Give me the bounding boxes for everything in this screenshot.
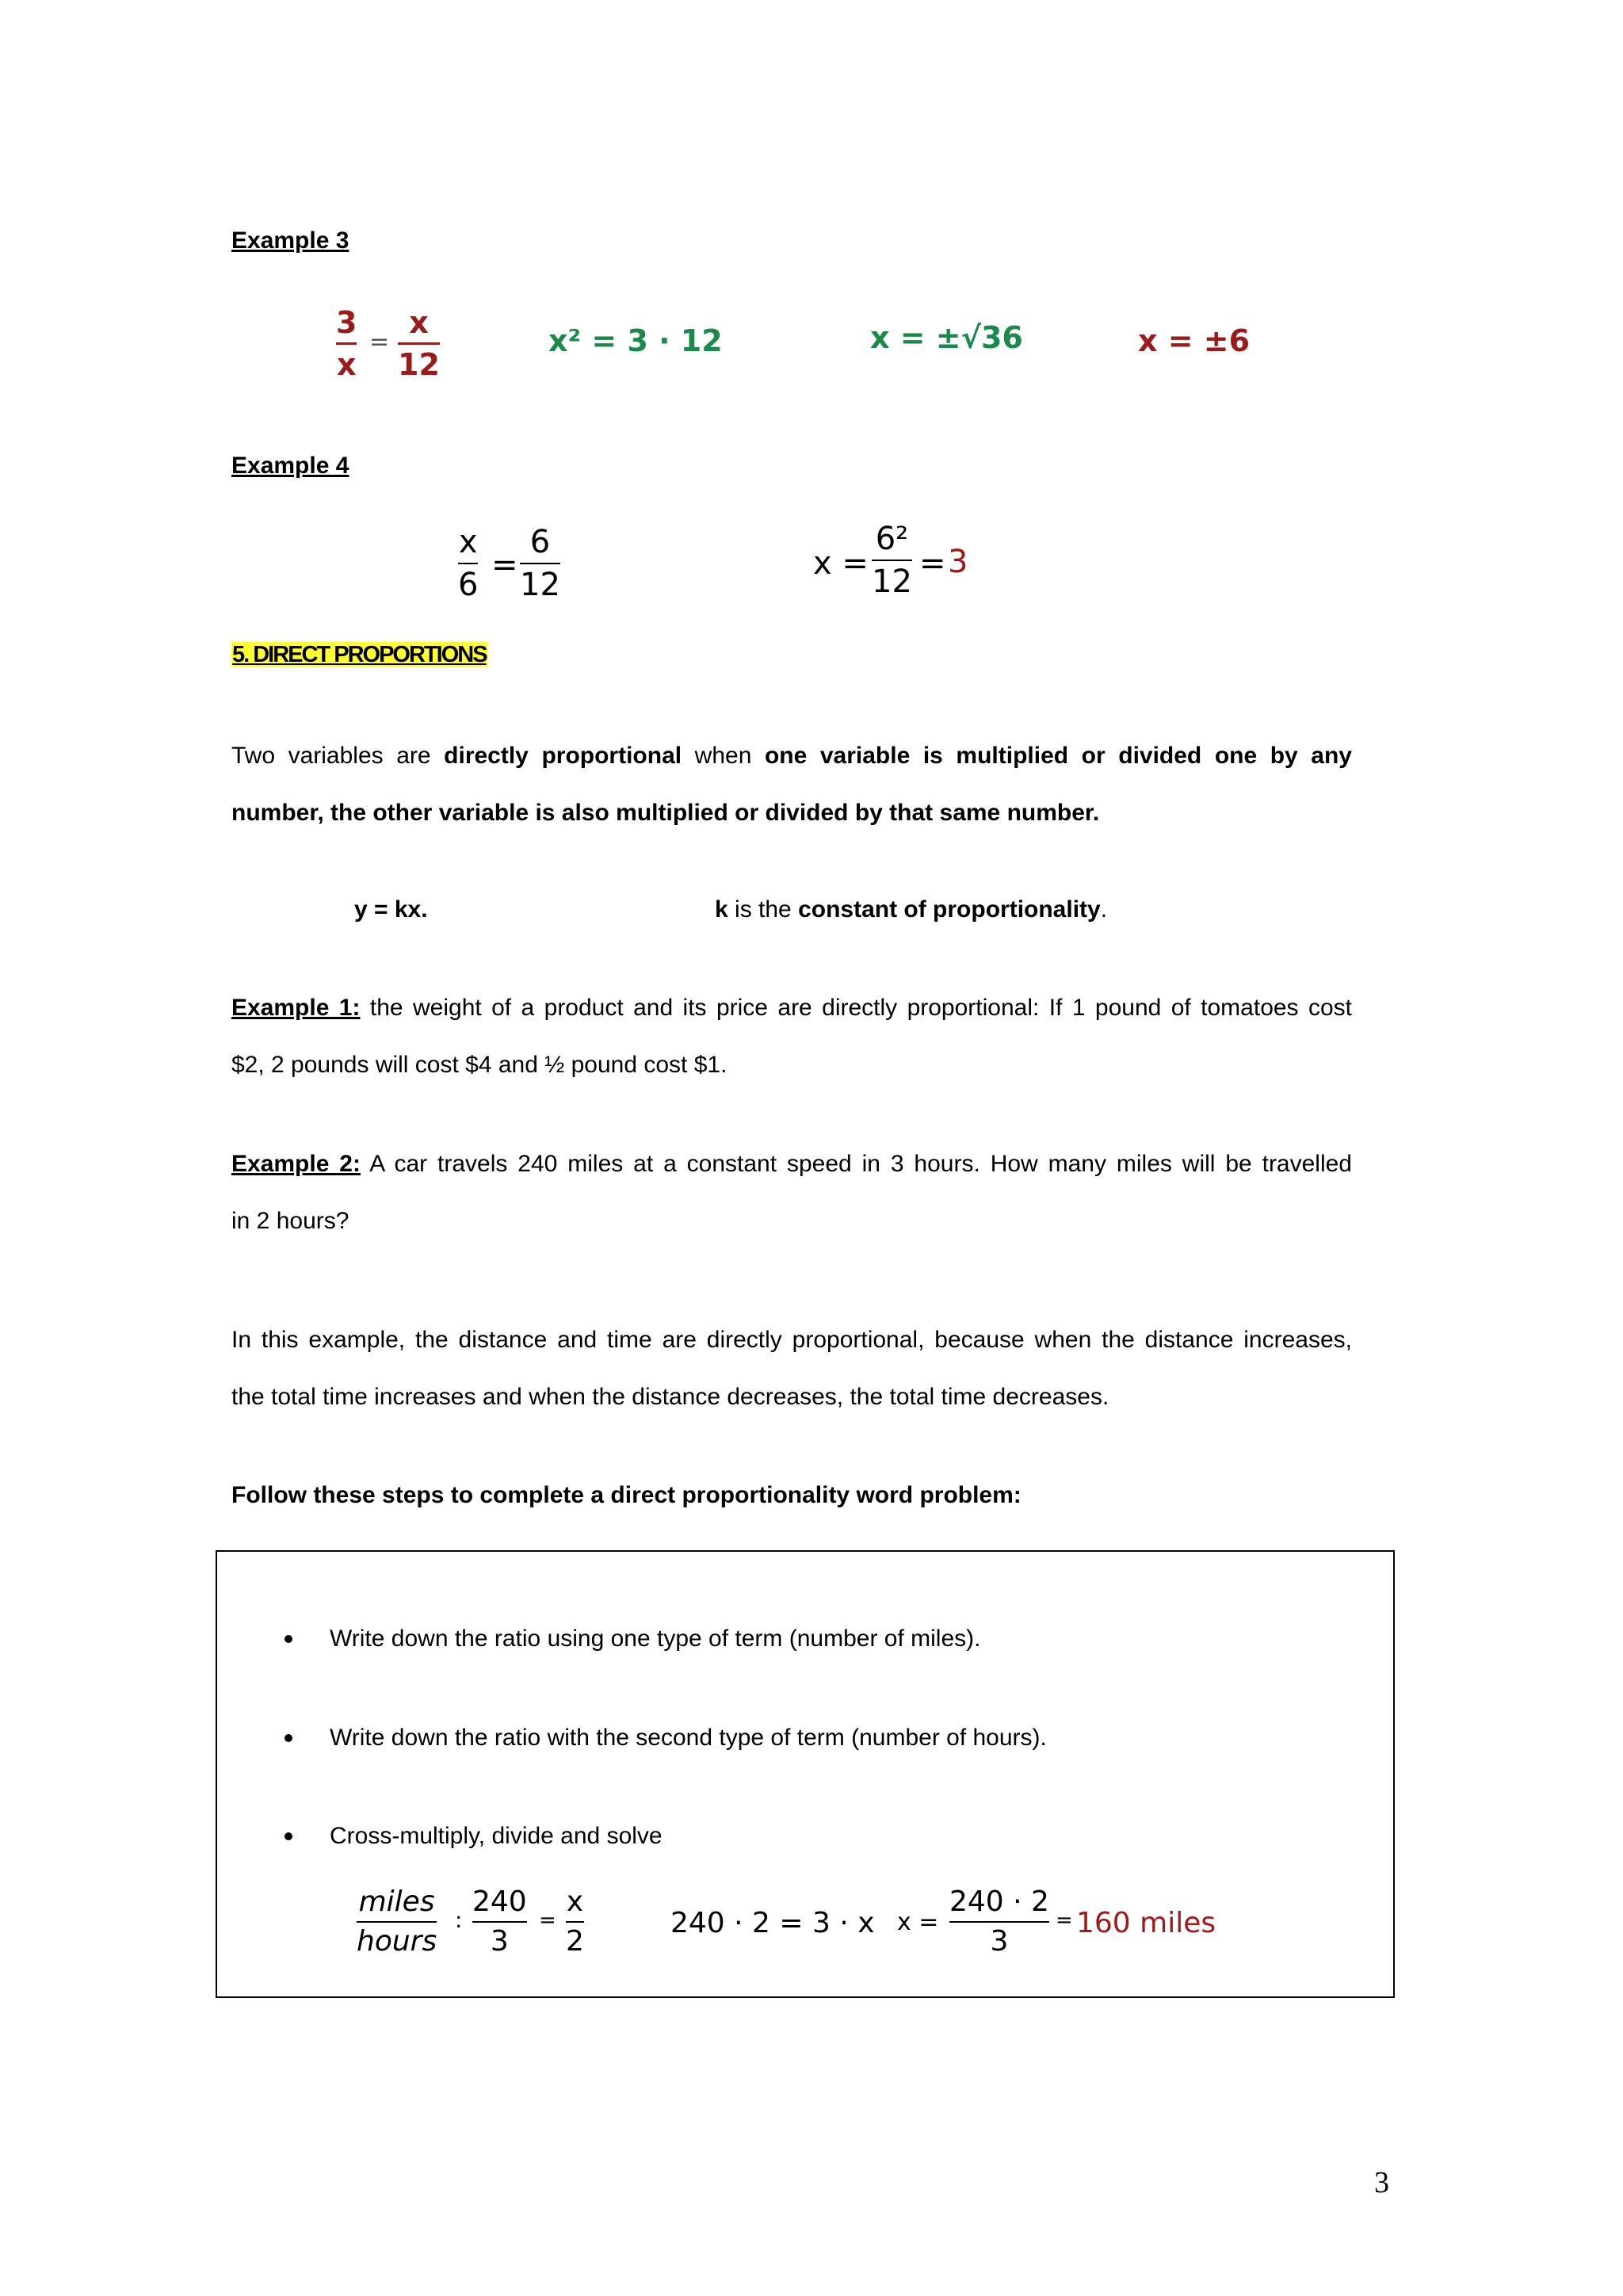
- fraction-denominator: 6: [458, 567, 479, 603]
- steps-box: [216, 1550, 1395, 1998]
- formula-equation: y = kx.: [354, 896, 428, 923]
- section-heading-text: 5. DIRECT PROPORTIONS: [232, 642, 487, 667]
- step-1: Write down the ratio using one type of term (number of miles).: [330, 1626, 981, 1652]
- formula-constant: [715, 896, 1107, 924]
- fraction-bar: [357, 1921, 437, 1923]
- example-4-heading: Example 4: [231, 453, 349, 479]
- solution-fraction-final: [949, 1885, 1049, 1958]
- fraction-bar: [472, 1921, 527, 1923]
- fraction-bar: [872, 560, 912, 561]
- fraction-numerator: 3: [336, 305, 357, 340]
- example-2-paragraph: [231, 1136, 1352, 1250]
- fraction-numerator: 240 · 2: [949, 1885, 1049, 1918]
- example-4-equals-2: =: [919, 545, 946, 582]
- example-4-result: 3: [948, 544, 968, 580]
- page-number: 3: [1374, 2166, 1389, 2199]
- definition-bold-2: one variable is multiplied or divided one by any: [764, 743, 1352, 769]
- example-1-text-1: the weight of a product and its price are directly proportional: If 1 pound of tomatoes cost: [360, 995, 1352, 1021]
- definition-paragraph: [231, 728, 1352, 842]
- solution-fraction-240-3: [472, 1885, 527, 1958]
- steps-heading: Follow these steps to complete a direct proportionality word problem:: [231, 1482, 1022, 1508]
- fraction-denominator: 3: [490, 1925, 509, 1958]
- fraction-denominator: x: [336, 347, 357, 382]
- example-3-equals: =: [369, 328, 390, 356]
- solution-equals-2: =: [1056, 1908, 1073, 1932]
- fraction-denominator: 12: [398, 347, 440, 382]
- fraction-numerator: 240: [472, 1885, 527, 1918]
- explanation-line-2: the total time increases and when the distance decreases, the total time decreases.: [231, 1384, 1109, 1410]
- definition-bold-1: directly proportional: [444, 743, 682, 769]
- fraction-bar: [566, 1921, 584, 1923]
- bullet-icon: [285, 1832, 292, 1840]
- example-4-equals: =: [491, 547, 518, 583]
- example-3-step-2: x² = 3 · 12: [548, 323, 723, 358]
- example-3-step-4: x = ±6: [1138, 323, 1251, 358]
- fraction-denominator: 3: [990, 1925, 1009, 1958]
- example-3-step-3: x = ±√36: [870, 320, 1023, 355]
- fraction-bar: [458, 563, 478, 564]
- example-3-heading: Example 3: [231, 227, 349, 254]
- definition-text-2: when: [694, 743, 752, 769]
- example-3-fraction-right: [398, 305, 440, 382]
- example-4-fraction-result: [872, 523, 912, 598]
- definition-line-2: number, the other variable is also multiplied or divided by that same number.: [231, 800, 1100, 826]
- section-heading: [231, 642, 487, 668]
- solution-fraction-x-2: [566, 1885, 584, 1958]
- solution-colon: :: [455, 1907, 463, 1933]
- fraction-numerator: x: [458, 524, 478, 560]
- solution-x-equals: x =: [897, 1908, 939, 1936]
- example-1-label: Example 1:: [231, 995, 361, 1021]
- fraction-numerator: 6: [529, 524, 551, 560]
- formula-k-text: is the: [727, 896, 799, 923]
- fraction-numerator: miles: [358, 1885, 435, 1918]
- example-2-text-1: A car travels 240 miles at a constant speed in 3 hours. How many miles will be travelled: [360, 1151, 1352, 1177]
- example-2-line-2: in 2 hours?: [231, 1208, 349, 1234]
- solution-miles-hours: [357, 1885, 437, 1958]
- example-4-x-equals: x =: [813, 545, 869, 582]
- fraction-denominator: hours: [357, 1925, 437, 1958]
- step-3: Cross-multiply, divide and solve: [330, 1823, 663, 1849]
- fraction-bar: [336, 342, 357, 345]
- fraction-bar: [520, 563, 560, 564]
- fraction-bar: [398, 342, 440, 345]
- formula-k-end: .: [1100, 896, 1108, 923]
- formula-k-bold: constant of proportionality: [798, 896, 1101, 923]
- formula-k: k: [715, 896, 728, 923]
- bullet-icon: [285, 1635, 292, 1643]
- fraction-numerator: x: [566, 1885, 584, 1918]
- fraction-denominator: 2: [566, 1925, 584, 1958]
- example-4-fraction-right: [520, 526, 560, 601]
- bullet-icon: [285, 1734, 292, 1742]
- solution-equals: =: [539, 1908, 556, 1932]
- fraction-numerator: x: [409, 305, 429, 340]
- step-2: Write down the ratio with the second type of term (number of hours).: [330, 1725, 1047, 1751]
- fraction-bar: [949, 1921, 1049, 1923]
- definition-line-1: [231, 728, 1352, 785]
- example-2-label: Example 2:: [231, 1151, 361, 1177]
- example-2-line-1: [231, 1136, 1352, 1193]
- fraction-denominator: 12: [520, 567, 560, 603]
- explanation-line-1: In this example, the distance and time are directly proportional, because when the distance increases,: [231, 1327, 1352, 1353]
- example-4-fraction-left: [458, 526, 478, 601]
- solution-cross-multiply: 240 · 2 = 3 · x: [670, 1907, 875, 1939]
- example-1-line-1: [231, 980, 1352, 1037]
- example-1-paragraph: [231, 980, 1352, 1094]
- explanation-paragraph: [231, 1312, 1352, 1426]
- fraction-denominator: 12: [872, 563, 912, 600]
- fraction-numerator: 6²: [875, 521, 909, 557]
- example-1-line-2: $2, 2 pounds will cost $4 and ½ pound cost $1.: [231, 1052, 727, 1078]
- definition-text-1: Two variables are: [231, 743, 431, 769]
- solution-result: 160 miles: [1076, 1907, 1216, 1939]
- example-3-fraction-left: [336, 305, 357, 382]
